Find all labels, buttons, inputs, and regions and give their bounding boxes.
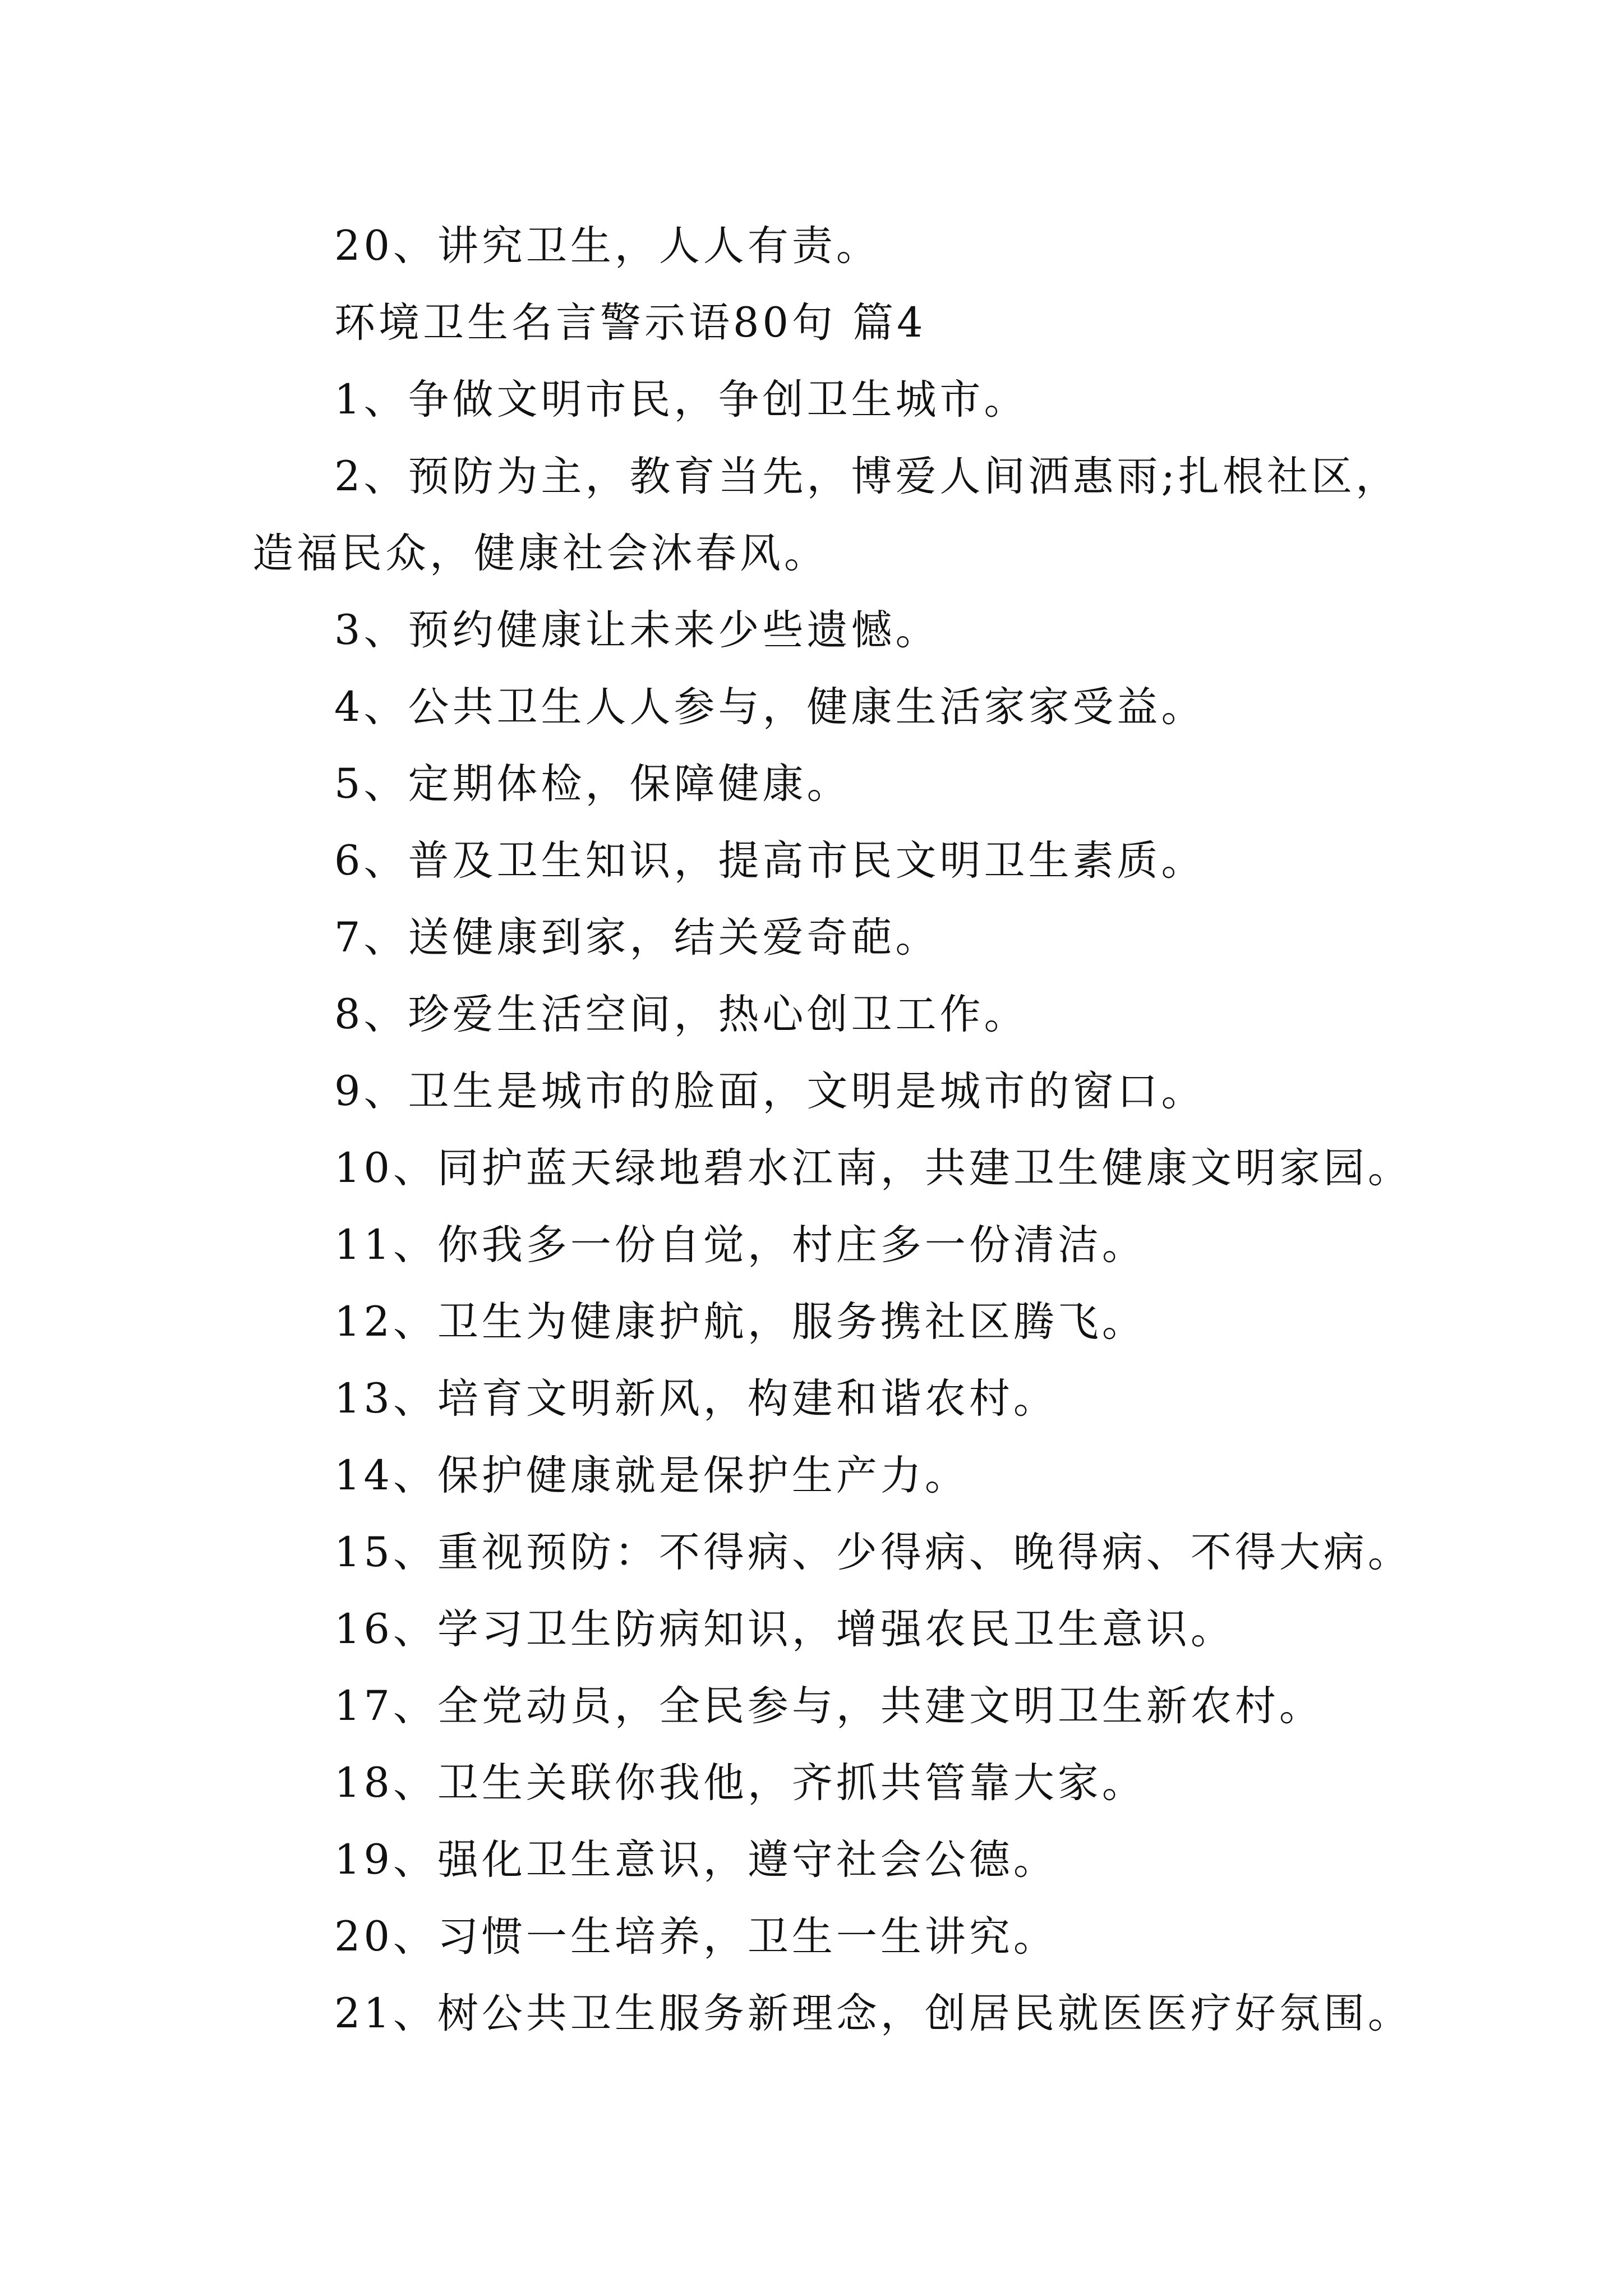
list-item: 16、学习卫生防病知识，增强农民卫生意识。 — [334, 1605, 1235, 1653]
list-item: 9、卫生是城市的脸面，文明是城市的窗口。 — [334, 1068, 1206, 1115]
list-item: 6、普及卫生知识，提高市民文明卫生素质。 — [334, 837, 1206, 885]
list-item: 12、卫生为健康护航，服务携社区腾飞。 — [334, 1298, 1146, 1346]
list-item: 1、争做文明市民，争创卫生城市。 — [334, 376, 1029, 424]
list-item: 21、树公共卫生服务新理念，创居民就医医疗好氛围。 — [334, 1990, 1412, 2037]
document-body — [252, 208, 1416, 2052]
list-item: 15、重视预防：不得病、少得病、晚得病、不得大病。 — [334, 1529, 1412, 1576]
list-item: 18、卫生关联你我他，齐抓共管靠大家。 — [334, 1759, 1146, 1807]
section-heading: 环境卫生名言警示语80句 篇4 — [334, 299, 926, 347]
list-item: 11、你我多一份自觉，村庄多一份清洁。 — [334, 1221, 1146, 1269]
list-item: 17、全党动员，全民参与，共建文明卫生新农村。 — [334, 1682, 1324, 1730]
text-line: 20、讲究卫生，人人有责。 — [334, 222, 880, 270]
list-item: 8、珍爱生活空间，热心创卫工作。 — [334, 991, 1029, 1038]
list-item: 3、预约健康让未来少些遗憾。 — [334, 606, 940, 654]
list-item: 4、公共卫生人人参与，健康生活家家受益。 — [334, 683, 1206, 731]
list-item: 7、送健康到家，结关爱奇葩。 — [334, 914, 940, 961]
list-item: 2、预防为主，教育当先，博爱人间洒惠雨;扎根社区，造福民众，健康社会沐春风。 — [252, 453, 1400, 577]
list-item: 19、强化卫生意识，遵守社会公德。 — [334, 1836, 1058, 1884]
list-item: 20、习惯一生培养，卫生一生讲究。 — [334, 1913, 1058, 1961]
list-item: 5、定期体检，保障健康。 — [334, 760, 851, 808]
list-item: 13、培育文明新风，构建和谐农村。 — [334, 1375, 1058, 1423]
list-item: 10、同护蓝天绿地碧水江南，共建卫生健康文明家园。 — [334, 1144, 1412, 1192]
list-item: 14、保护健康就是保护生产力。 — [334, 1452, 969, 1499]
